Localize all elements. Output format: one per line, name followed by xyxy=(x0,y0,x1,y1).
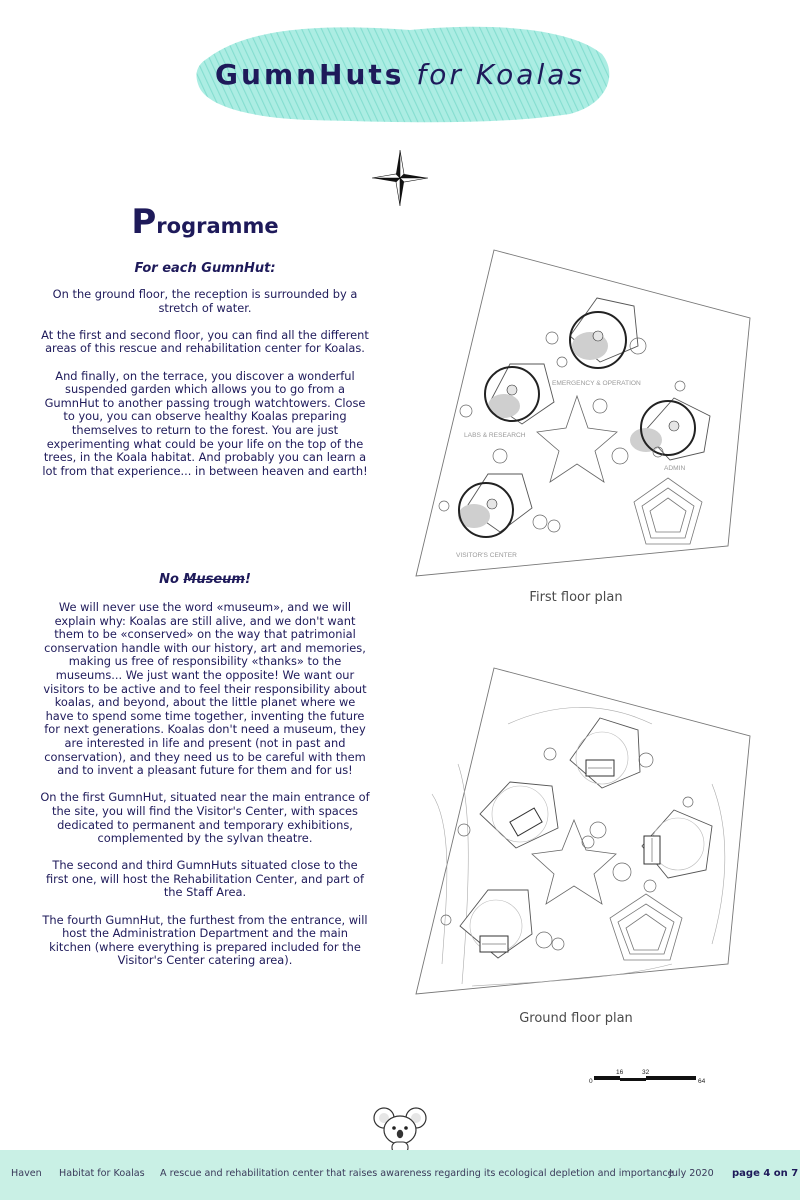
ground-floor-plan xyxy=(412,664,756,998)
koala-icon xyxy=(372,1104,428,1154)
paragraph: And finally, on the terrace, you discover a wonderful suspended garden which allows you to go from a GumnHut to another passing trough watchtowers. Close to you, you can observe healthy Koalas preparing themselves to return to the forest. You are just experimenting what could be your life on the top of the trees, in the Koala habitat. And probably you can learn a lot from that experience... in between heaven and earth! xyxy=(42,368,368,478)
ground-floor-caption: Ground floor plan xyxy=(519,1011,633,1026)
paragraph: We will never use the word «museum», and we will explain why: Koalas are still alive, and we don't want them to be «conserved» on the way that patrimonial conservation handle with our history, art and memories, making us free of responsibility «thanks» to the museums... We just want the opposite! We want our visitors to be active and to feel their responsibility about koalas, and beyond, about the little planet where we have to spend some time together, inventing the future for next generations. Koalas don't need a museum, they are interested in life and present (not in past and conservation), and they need us to be careful with them and to invent a pleasant future for them and for us! xyxy=(43,600,367,778)
paragraph: At the first and second floor, you can find all the different areas of this rescue and rehabilitation center for Koalas. xyxy=(41,327,369,356)
page-number: page 4 on 7 xyxy=(732,1168,799,1179)
footer-description: A rescue and rehabilitation center that raises awareness regarding its ecological depletion and importance xyxy=(160,1168,674,1179)
footer-date: July 2020 xyxy=(669,1168,714,1179)
no-museum-text xyxy=(40,601,370,968)
heading-struck-word: Museum xyxy=(183,572,245,587)
scale-bar xyxy=(588,1066,718,1092)
page-title xyxy=(0,58,800,91)
heading-prefix: No xyxy=(159,572,179,587)
label-visitors: VISITOR'S CENTER xyxy=(456,552,517,559)
paragraph: On the ground floor, the reception is surrounded by a stretch of water. xyxy=(52,287,358,315)
footer-brand: Haven xyxy=(11,1168,42,1179)
paragraph: The second and third GumnHuts situated close to the first one, will host the Rehabilitation Center, and part of the Staff Area. xyxy=(45,858,365,900)
header xyxy=(0,0,800,130)
compass-rose-icon xyxy=(372,150,428,206)
heading-suffix: ! xyxy=(244,572,251,587)
label-emergency: EMERGENCY & OPERATION xyxy=(552,380,641,387)
each-gumnhut-text xyxy=(40,288,370,478)
scale-tick-32: 32 xyxy=(642,1069,650,1076)
footer xyxy=(0,1150,800,1200)
programme-title-rest: rogramme xyxy=(156,214,279,238)
paragraph: On the first GumnHut, situated near the main entrance of the site, you will find the Visitor's Center, with spaces dedicated to permanent and temporary exhibitions, complemented by the sylvan theatre. xyxy=(40,790,370,846)
each-gumnhut-heading: For each GumnHut: xyxy=(134,261,276,276)
programme-title xyxy=(40,202,370,242)
title-bold: GumnHuts xyxy=(215,58,405,91)
label-labs: LABS & RESEARCH xyxy=(464,432,526,439)
label-admin: ADMIN xyxy=(664,465,686,472)
scale-tick-0: 0 xyxy=(589,1078,593,1085)
first-floor-caption: First floor plan xyxy=(529,590,623,605)
paragraph: The fourth GumnHut, the furthest from the entrance, will host the Administration Department and the main kitchen (where everything is prepared included for the Visitor's Center catering area). xyxy=(42,912,368,968)
scale-tick-64: 64 xyxy=(698,1078,706,1085)
footer-subtitle: Habitat for Koalas xyxy=(59,1168,145,1179)
title-italic: for Koalas xyxy=(416,58,585,91)
programme-title-initial: P xyxy=(131,202,157,242)
first-floor-plan xyxy=(412,246,756,580)
no-museum-heading xyxy=(40,572,370,587)
scale-tick-16: 16 xyxy=(616,1069,624,1076)
